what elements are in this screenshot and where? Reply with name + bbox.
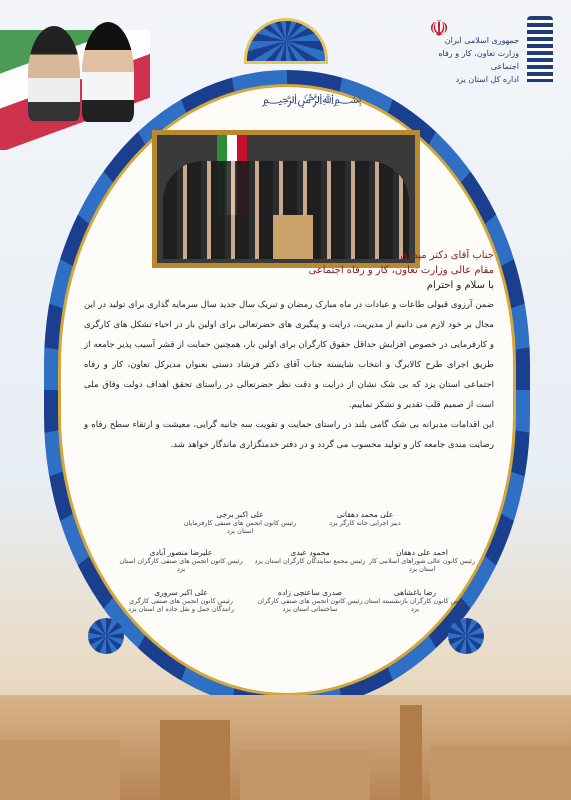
signatory-name: علی اکبر سروری: [154, 588, 208, 597]
signatory-name: رضا باغشاهی: [393, 588, 437, 597]
signatory: [250, 588, 370, 613]
portrait-right: [82, 22, 134, 122]
signatory-role: رئیس کانون انجمن های صنفی کارفرمایان استان یزد: [183, 519, 297, 535]
paragraph-1: ضمن آرزوی قبولی طاعات و عبادات در ماه مبارک رمضان و تبریک سال جدید سال سرمایه گذاری برای تولید در این مجال بر خود لازم می دانیم از مدیریت، درایت و پیگیری های حضرتعالی برای اولین بار در احیاء تشکل های کارگری و کارفرمایی در خصوص افزایش حداقل حقوق کارگران برای اولین بار، همچنین حمایت از قشر آسیب پذیر جامعه از طریق اجرای طرح کالابرگ و انتخاب شایسته جناب آقای دکتر فرشاد دستی بعنوان مدیرکل تعاون، کار و رفاه اجتماعی استان یزد که بی شک نشان از درایت و دقت نظر حضرتعالی در راستای تحقق اهداف دولت وفاق ملی است از صمیم قلب تقدیر و تشکر نماییم.: [84, 300, 494, 410]
calligraphy-emblem-icon: ﷽: [262, 92, 362, 107]
signatory-name: احمد علی دهقان: [396, 548, 448, 557]
signatory-role: رئیس کانون انجمن های صنفی کارگران استان یزد: [119, 557, 243, 573]
signatory-name: علی محمد دهقانی: [336, 510, 394, 519]
yazd-cityscape: [0, 695, 571, 800]
portrait-left: [28, 26, 80, 121]
signatory-name: علیرضا منصور آبادی: [149, 548, 213, 557]
greeting: با سلام و احترام: [426, 280, 494, 291]
org-line-2: وزارت تعاون، کار و رفاه اجتماعی: [438, 49, 519, 71]
signatory-role: رئیس کانون عالی شوراهای اسلامی کار استان یزد: [368, 557, 476, 573]
signatory: [360, 548, 484, 573]
signatory-role: رئیس کانون انجمن های صنفی کارگران ساختمانی استان یزد: [257, 597, 363, 613]
signatory-name: علی اکبر برجی: [216, 510, 264, 519]
signatory-role: رئیس مجمع نمایندگان کارگران استان یزد: [254, 557, 366, 565]
ministry-logo: [403, 16, 553, 86]
building: [0, 740, 120, 800]
signatory-role: رئیس کانون کارگران بازنشسته استان یزد: [364, 597, 466, 613]
letter-body: [84, 250, 494, 455]
corner-ornament-right: [448, 618, 484, 654]
signatory: [118, 588, 244, 613]
signatory-role: رئیس کانون انجمن های صنفی کارگری رانندگان حمل و نقل جاده ای استان یزد: [128, 597, 234, 613]
addressee-title: مقام عالی وزارت تعاون، کار و رفاه اجتماعی: [308, 265, 494, 276]
signatory: [180, 510, 300, 535]
org-line-1: جمهوری اسلامی ایران: [444, 36, 519, 45]
signatory: [250, 548, 370, 565]
corner-ornament-left: [88, 618, 124, 654]
iran-emblem-icon: ☫: [429, 17, 449, 42]
building: [240, 750, 370, 800]
signatory: [360, 588, 470, 613]
minaret: [400, 705, 422, 800]
signatory-role: دبیر اجرایی خانه کارگر یزد: [329, 519, 401, 527]
signatory: [118, 548, 244, 573]
addressee-name: جناب آقای دکتر میدری: [400, 250, 494, 261]
group-photo: [152, 130, 420, 268]
signatory-name: صدری ساعتچی زاده: [278, 588, 342, 597]
windcatcher-tower: [160, 720, 230, 800]
org-line-3: اداره کل استان یزد: [455, 75, 519, 84]
ministry-name: [429, 34, 519, 86]
building: [430, 745, 571, 800]
signatory: [310, 510, 420, 527]
signatory-name: محمود عبدی: [290, 548, 330, 557]
windcatcher-logo-icon: [527, 16, 553, 82]
paragraph-2: این اقدامات مدبرانه بی شک گامی بلند در راستای حمایت و تقویت سه جانبه گرایی، معیشت و ارتقاء سطح رفاه و رضایت مندی جامعه کار و تولید محسوب می گردد و در دفتر خدمتگزاری ماندگار خواهد شد.: [84, 420, 494, 450]
leaders-portraits: [22, 18, 142, 128]
